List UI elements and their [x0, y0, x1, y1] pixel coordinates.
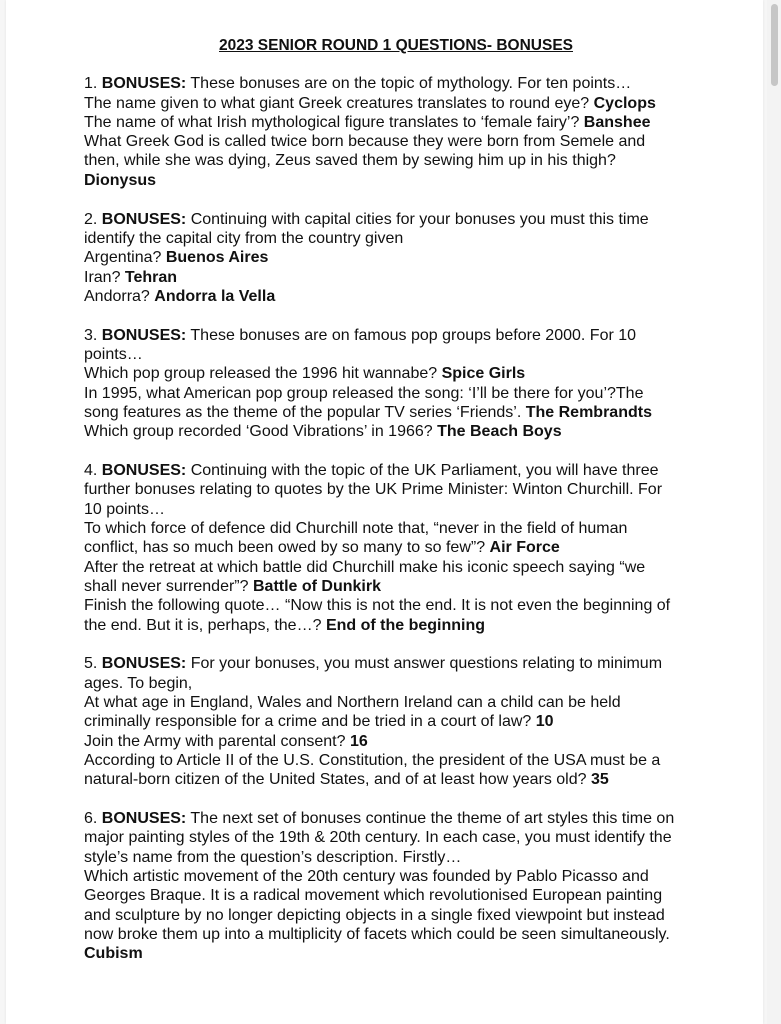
- question-line: [84, 210, 708, 229]
- question-text: Which group recorded ‘Good Vibrations’ in 1966?: [84, 423, 433, 441]
- document-body: [84, 36, 708, 983]
- bonus-question-6: [84, 809, 708, 963]
- question-line: [84, 113, 708, 132]
- question-number: 6.: [84, 810, 98, 828]
- bonuses-label: BONUSES:: [101, 75, 187, 93]
- answer-text: Banshee: [583, 113, 651, 131]
- bonuses-label: BONUSES:: [101, 810, 187, 828]
- question-text: song features as the theme of the popular TV series ‘Friends’.: [84, 403, 522, 421]
- bonus-question-2: [84, 210, 708, 306]
- bonus-question-4: [84, 461, 708, 635]
- question-number: 1.: [84, 75, 98, 93]
- question-line: [84, 848, 708, 867]
- scrollbar-thumb[interactable]: [771, 4, 778, 86]
- question-line: [84, 461, 708, 480]
- question-line: [84, 132, 708, 151]
- question-line: [84, 287, 708, 306]
- question-text: now broke them up into a multiplicity of facets which could be seen simultaneously.: [84, 925, 670, 943]
- answer-text: Dionysus: [84, 171, 157, 189]
- question-line: [84, 364, 708, 383]
- question-line: [84, 712, 708, 731]
- question-text: What Greek God is called twice born because they were born from Semele and: [84, 133, 646, 151]
- bonus-question-3: [84, 326, 708, 442]
- question-number: 3.: [84, 326, 98, 344]
- answer-text: 10: [535, 713, 554, 731]
- question-text: Join the Army with parental consent?: [84, 732, 346, 750]
- question-line: [84, 422, 708, 441]
- question-text: According to Article II of the U.S. Constitution, the president of the USA must be a: [84, 751, 661, 769]
- question-text: Argentina?: [84, 249, 162, 267]
- question-line: [84, 229, 708, 248]
- question-line: [84, 925, 708, 944]
- question-line: [84, 248, 708, 267]
- question-text: Andorra?: [84, 287, 150, 305]
- question-line: [84, 151, 708, 170]
- question-line: [84, 538, 708, 557]
- question-text: Iran?: [84, 268, 121, 286]
- answer-text: Cubism: [84, 945, 143, 963]
- question-text: further bonuses relating to quotes by the UK Prime Minister: Winton Churchill. For: [84, 481, 663, 499]
- question-line: [84, 616, 708, 635]
- question-text: The name given to what giant Greek creatures translates to round eye?: [84, 94, 590, 112]
- bonuses-label: BONUSES:: [101, 210, 187, 228]
- question-text: natural-born citizen of the United States, and of at least how years old?: [84, 771, 587, 789]
- question-text: These bonuses are on famous pop groups before 2000. For 10: [190, 326, 637, 344]
- question-line: [84, 577, 708, 596]
- question-line: [84, 751, 708, 770]
- question-line: [84, 732, 708, 751]
- question-line: [84, 596, 708, 615]
- question-line: [84, 74, 708, 93]
- answer-text: Buenos Aires: [165, 249, 269, 267]
- document-page: [6, 0, 763, 1024]
- answer-text: Air Force: [489, 539, 560, 557]
- question-line: [84, 171, 708, 190]
- question-number: 5.: [84, 655, 98, 673]
- answer-text: 16: [349, 732, 368, 750]
- question-text: style’s name from the question’s description. Firstly…: [84, 848, 462, 866]
- question-line: [84, 500, 708, 519]
- answer-text: Andorra la Vella: [154, 287, 276, 305]
- question-text: criminally responsible for a crime and be tried in a court of law?: [84, 713, 532, 731]
- answer-text: 35: [590, 771, 609, 789]
- answer-text: Spice Girls: [441, 365, 526, 383]
- question-text: For your bonuses, you must answer questions relating to minimum: [190, 655, 663, 673]
- question-line: [84, 558, 708, 577]
- question-list: [84, 74, 708, 963]
- answer-text: The Rembrandts: [525, 403, 652, 421]
- question-line: [84, 519, 708, 538]
- answer-text: Tehran: [124, 268, 178, 286]
- question-text: Continuing with the topic of the UK Parliament, you will have three: [190, 462, 659, 480]
- question-text: and sculpture by no longer depicting objects in a single fixed viewpoint but instead: [84, 906, 665, 924]
- question-text: These bonuses are on the topic of mythology. For ten points…: [190, 75, 632, 93]
- question-text: At what age in England, Wales and Northern Ireland can a child can be held: [84, 693, 621, 711]
- question-text: the end. But it is, perhaps, the…?: [84, 616, 322, 634]
- question-text: The name of what Irish mythological figure translates to ‘female fairy’?: [84, 113, 580, 131]
- answer-text: End of the beginning: [325, 616, 486, 634]
- answer-text: The Beach Boys: [437, 423, 562, 441]
- question-text: After the retreat at which battle did Churchill make his iconic speech saying “we: [84, 558, 646, 576]
- question-line: [84, 94, 708, 113]
- question-line: [84, 674, 708, 693]
- document-title: 2023 SENIOR ROUND 1 QUESTIONS- BONUSES: [219, 37, 573, 54]
- answer-text: Cyclops: [593, 94, 656, 112]
- question-text: Which artistic movement of the 20th century was founded by Pablo Picasso and: [84, 867, 649, 885]
- bonus-question-5: [84, 654, 708, 789]
- question-text: major painting styles of the 19th & 20th century. In each case, you must identify the: [84, 829, 672, 847]
- bonus-question-1: [84, 74, 708, 190]
- question-text: Finish the following quote… “Now this is not the end. It is not even the beginning of: [84, 597, 671, 615]
- question-text: conflict, has so much been owed by so many to so few”?: [84, 539, 486, 557]
- question-line: [84, 403, 708, 422]
- question-text: Which pop group released the 1996 hit wannabe?: [84, 365, 438, 383]
- question-line: [84, 828, 708, 847]
- question-text: then, while she was dying, Zeus saved them by sewing him up in his thigh?: [84, 152, 616, 170]
- question-number: 4.: [84, 462, 98, 480]
- question-line: [84, 480, 708, 499]
- question-line: [84, 345, 708, 364]
- question-text: Georges Braque. It is a radical movement which revolutionised European painting: [84, 887, 663, 905]
- question-text: 10 points…: [84, 500, 165, 518]
- question-line: [84, 268, 708, 287]
- question-line: [84, 326, 708, 345]
- question-line: [84, 944, 708, 963]
- question-line: [84, 906, 708, 925]
- bonuses-label: BONUSES:: [101, 462, 187, 480]
- question-text: ages. To begin,: [84, 674, 193, 692]
- vertical-scrollbar[interactable]: [767, 0, 781, 1024]
- question-text: The next set of bonuses continue the theme of art styles this time on: [190, 810, 675, 828]
- question-text: To which force of defence did Churchill note that, “never in the field of human: [84, 520, 628, 538]
- question-line: [84, 809, 708, 828]
- question-text: shall never surrender”?: [84, 577, 249, 595]
- answer-text: Battle of Dunkirk: [252, 577, 381, 595]
- question-line: [84, 886, 708, 905]
- question-text: identify the capital city from the country given: [84, 229, 404, 247]
- question-line: [84, 867, 708, 886]
- question-text: In 1995, what American pop group released the song: ‘I’ll be there for you’?The: [84, 384, 644, 402]
- question-text: points…: [84, 346, 143, 364]
- bonuses-label: BONUSES:: [101, 655, 187, 673]
- bonuses-label: BONUSES:: [101, 326, 187, 344]
- question-line: [84, 654, 708, 673]
- question-line: [84, 384, 708, 403]
- question-line: [84, 693, 708, 712]
- question-text: Continuing with capital cities for your bonuses you must this time: [190, 210, 649, 228]
- question-number: 2.: [84, 210, 98, 228]
- question-line: [84, 770, 708, 789]
